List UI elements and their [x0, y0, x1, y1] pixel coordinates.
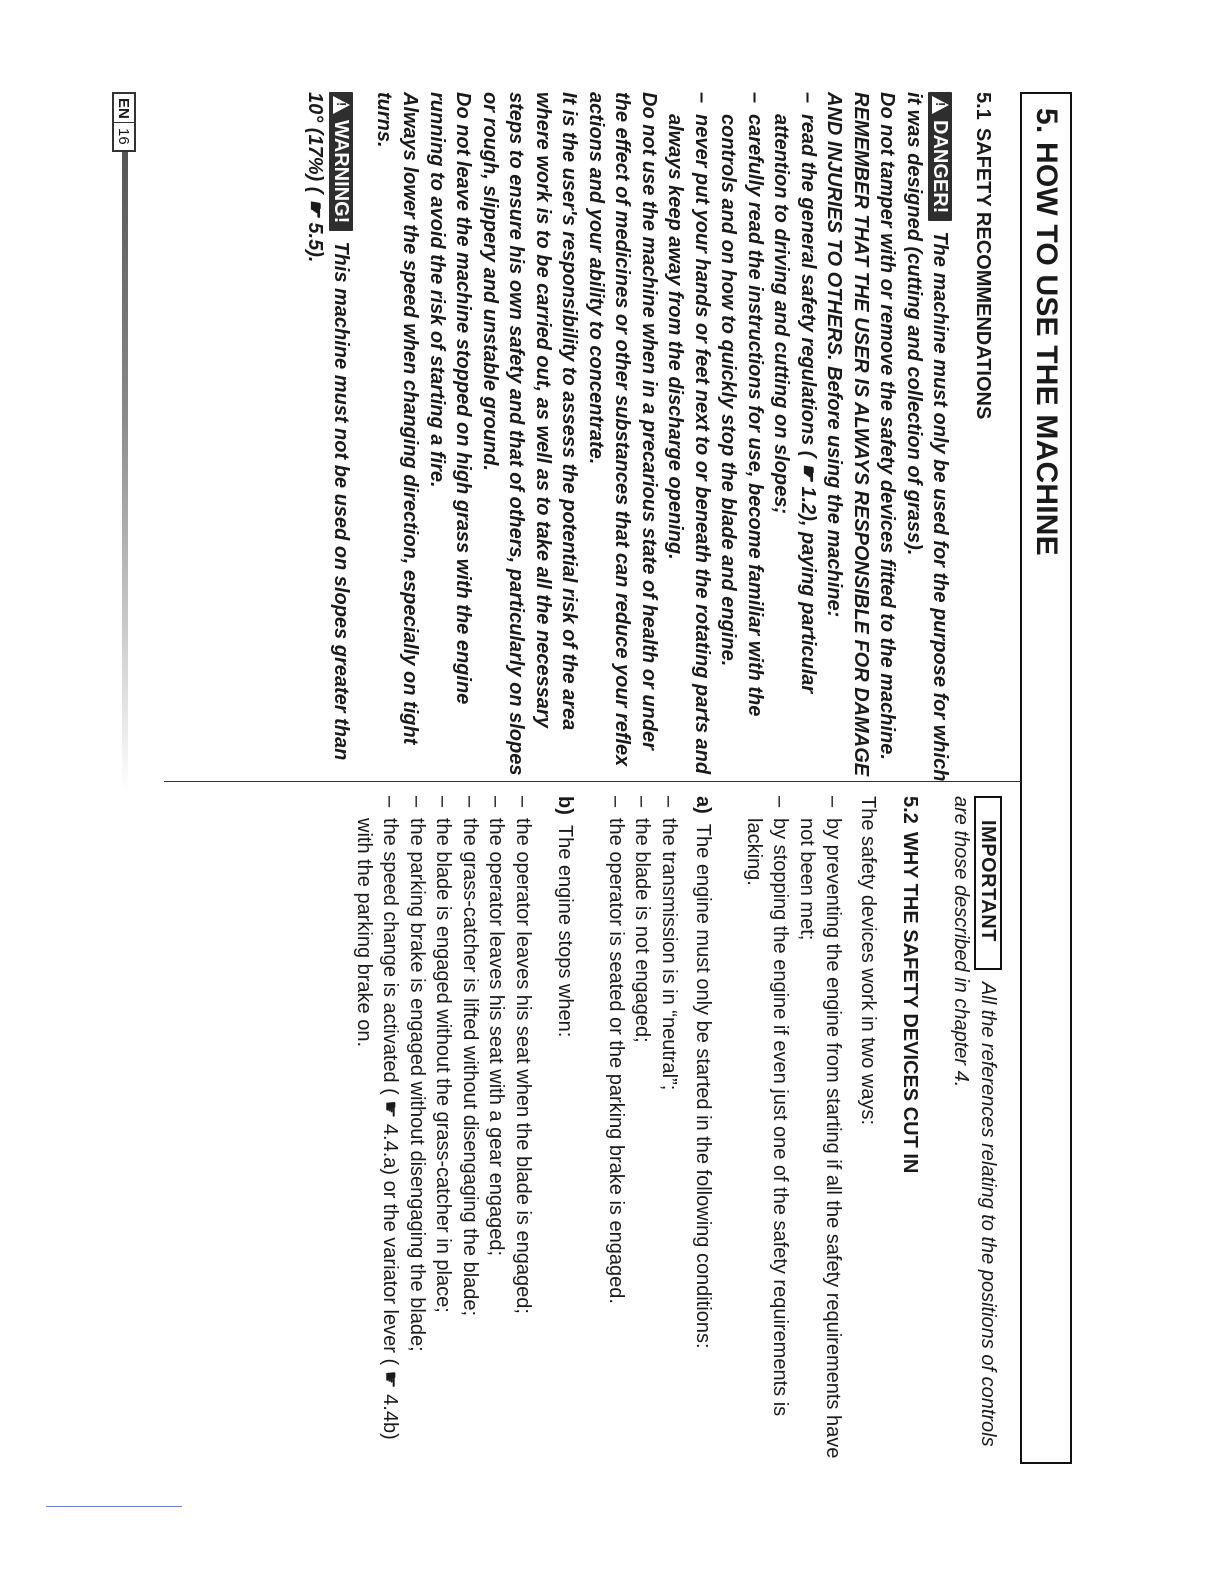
- way-item: [741, 796, 794, 1466]
- b-item: [404, 796, 431, 1466]
- danger-badge: [929, 92, 953, 221]
- section-5-2-title: WHY THE SAFETY DEVICES CUT IN: [899, 831, 922, 1174]
- b-item-text: the grass-catcher is lifted without disengaging the blade;: [459, 818, 481, 1317]
- dash: –: [485, 796, 508, 808]
- language-code: EN: [115, 98, 132, 119]
- dash: –: [512, 796, 534, 808]
- section-5-2-heading: [897, 796, 924, 1466]
- safety-bullet: [768, 92, 821, 782]
- important-block: [948, 796, 1003, 1466]
- danger-block: [901, 92, 954, 782]
- chapter-title: 5. HOW TO USE THE MACHINE: [1030, 108, 1063, 556]
- dash: –: [459, 796, 481, 808]
- b-item-text: the operator leaves his seat with a gear engaged;: [485, 818, 508, 1257]
- chapter-title-box: [1020, 92, 1072, 1464]
- important-badge: IMPORTANT: [974, 796, 1002, 970]
- dash: –: [797, 92, 819, 104]
- divider: [114, 122, 134, 123]
- danger-label: DANGER!: [929, 120, 952, 214]
- safety-para-5: Always lower the speed when changing direction, especially on tight turns.: [373, 92, 422, 745]
- right-column: [351, 796, 1003, 1466]
- b-item-text: the parking brake is engaged without disengaging the blade;: [406, 818, 428, 1352]
- dash: –: [432, 796, 455, 808]
- a-item: [603, 796, 630, 1466]
- b-item-text: the speed change is activated ( ☛ 4.4.a) or the variator lever ( ☛ 4.4b) with the parking brake on.: [353, 818, 402, 1440]
- dash: –: [658, 796, 680, 808]
- safety-bullet-text: carefully read the instructions for use, become familiar with the controls and on how to quickly stop the blade and engine.: [717, 114, 766, 717]
- page-number-box: [112, 92, 136, 152]
- warning-triangle-icon: [933, 96, 950, 114]
- a-item: [656, 796, 683, 1466]
- condition-a: [690, 796, 717, 1466]
- b-item: [457, 796, 484, 1466]
- condition-a-label: a): [692, 796, 715, 814]
- warning-label: WARNING!: [330, 120, 353, 224]
- warning-text: This machine must not be used on slopes greater than 10° (17%) ( ☛ 5.5).: [304, 92, 353, 761]
- b-item-text: the operator leaves his seat when the blade is engaged;: [512, 818, 534, 1314]
- safety-para-2: Do not use the machine when in a precarious state of health or under the effect of medicines or other substances that can reduce your reflex actions and your ability to concentrate.: [585, 92, 660, 767]
- section-5-1-heading: [970, 92, 997, 782]
- safety-bullet-text: never put your hands or feet next to or beneath the rotating parts and always keep away from the discharge opening.: [664, 114, 713, 775]
- way-item: [794, 796, 847, 1466]
- a-item: [629, 796, 656, 1466]
- warning-block: [302, 92, 355, 782]
- safety-bullet-text: read the general safety regulations ( ☛ 1.2), paying particular attention to driving and cutting on slopes;: [770, 114, 819, 694]
- safety-bullet: [662, 92, 715, 782]
- column-divider: [164, 781, 1022, 782]
- danger-intro: The machine must only be used for the purpose for which it was designed (cutting and collection of grass).: [903, 92, 952, 782]
- condition-b: [552, 796, 579, 1466]
- b-item: [351, 796, 404, 1466]
- a-item-text: the blade is not engaged;: [631, 818, 654, 1043]
- safety-para-1: Do not tamper with or remove the safety devices fitted to the machine. REMEMBER THAT THE USER IS ALWAYS RESPONSIBLE FOR DAMAGE AND INJURIES TO OTHERS. Before using the machine:: [823, 92, 899, 777]
- b-item: [430, 796, 457, 1466]
- way-text: by preventing the engine from starting if all the safety requirements have not been met;: [796, 818, 845, 1459]
- b-item-text: the blade is engaged without the grass-catcher in place;: [432, 818, 455, 1313]
- important-text: All the references relating to the positions of controls are those described in chapter 4.: [950, 796, 999, 1447]
- dash: –: [379, 796, 402, 808]
- dash: –: [822, 796, 845, 808]
- footer-rule: [122, 152, 128, 792]
- warning-triangle-icon: [334, 96, 351, 114]
- b-item: [510, 796, 537, 1466]
- safety-devices-intro: The safety devices work in two ways:: [857, 796, 879, 1126]
- dash: –: [691, 92, 713, 104]
- section-5-1-number: 5.1: [972, 92, 994, 120]
- safety-para-4: Do not leave the machine stopped on high grass with the engine running to avoid the risk of starting a fire.: [426, 92, 475, 705]
- condition-b-label: b): [554, 796, 577, 815]
- a-item-text: the operator is seated or the parking brake is engaged.: [605, 818, 627, 1304]
- dash: –: [406, 796, 428, 808]
- dash: –: [769, 796, 792, 808]
- left-column: [302, 92, 997, 782]
- b-item: [483, 796, 510, 1466]
- condition-b-text: The engine stops when:: [554, 824, 577, 1038]
- a-item-text: the transmission is in “neutral”;: [658, 818, 680, 1091]
- dash: –: [605, 796, 627, 808]
- page-number: 16: [115, 128, 132, 145]
- safety-para-3: It is the user's responsibility to assess the potential risk of the area where work is to be carried out, as well as to take all the necessary steps to ensure his own safety and that of others, particularly on slopes or rough, slippery and unstable ground.: [479, 92, 581, 776]
- way-text: by stopping the engine if even just one of the safety requirements is lacking.: [743, 818, 792, 1417]
- dash: –: [631, 796, 654, 808]
- dash: –: [744, 92, 766, 104]
- warning-badge: [330, 92, 354, 231]
- condition-a-text: The engine must only be started in the following conditions:: [692, 823, 715, 1349]
- safety-bullet: [715, 92, 768, 782]
- section-5-1-title: SAFETY RECOMMENDATIONS: [972, 127, 994, 420]
- scan-edge-line: [46, 1506, 182, 1507]
- section-5-2-number: 5.2: [899, 796, 922, 824]
